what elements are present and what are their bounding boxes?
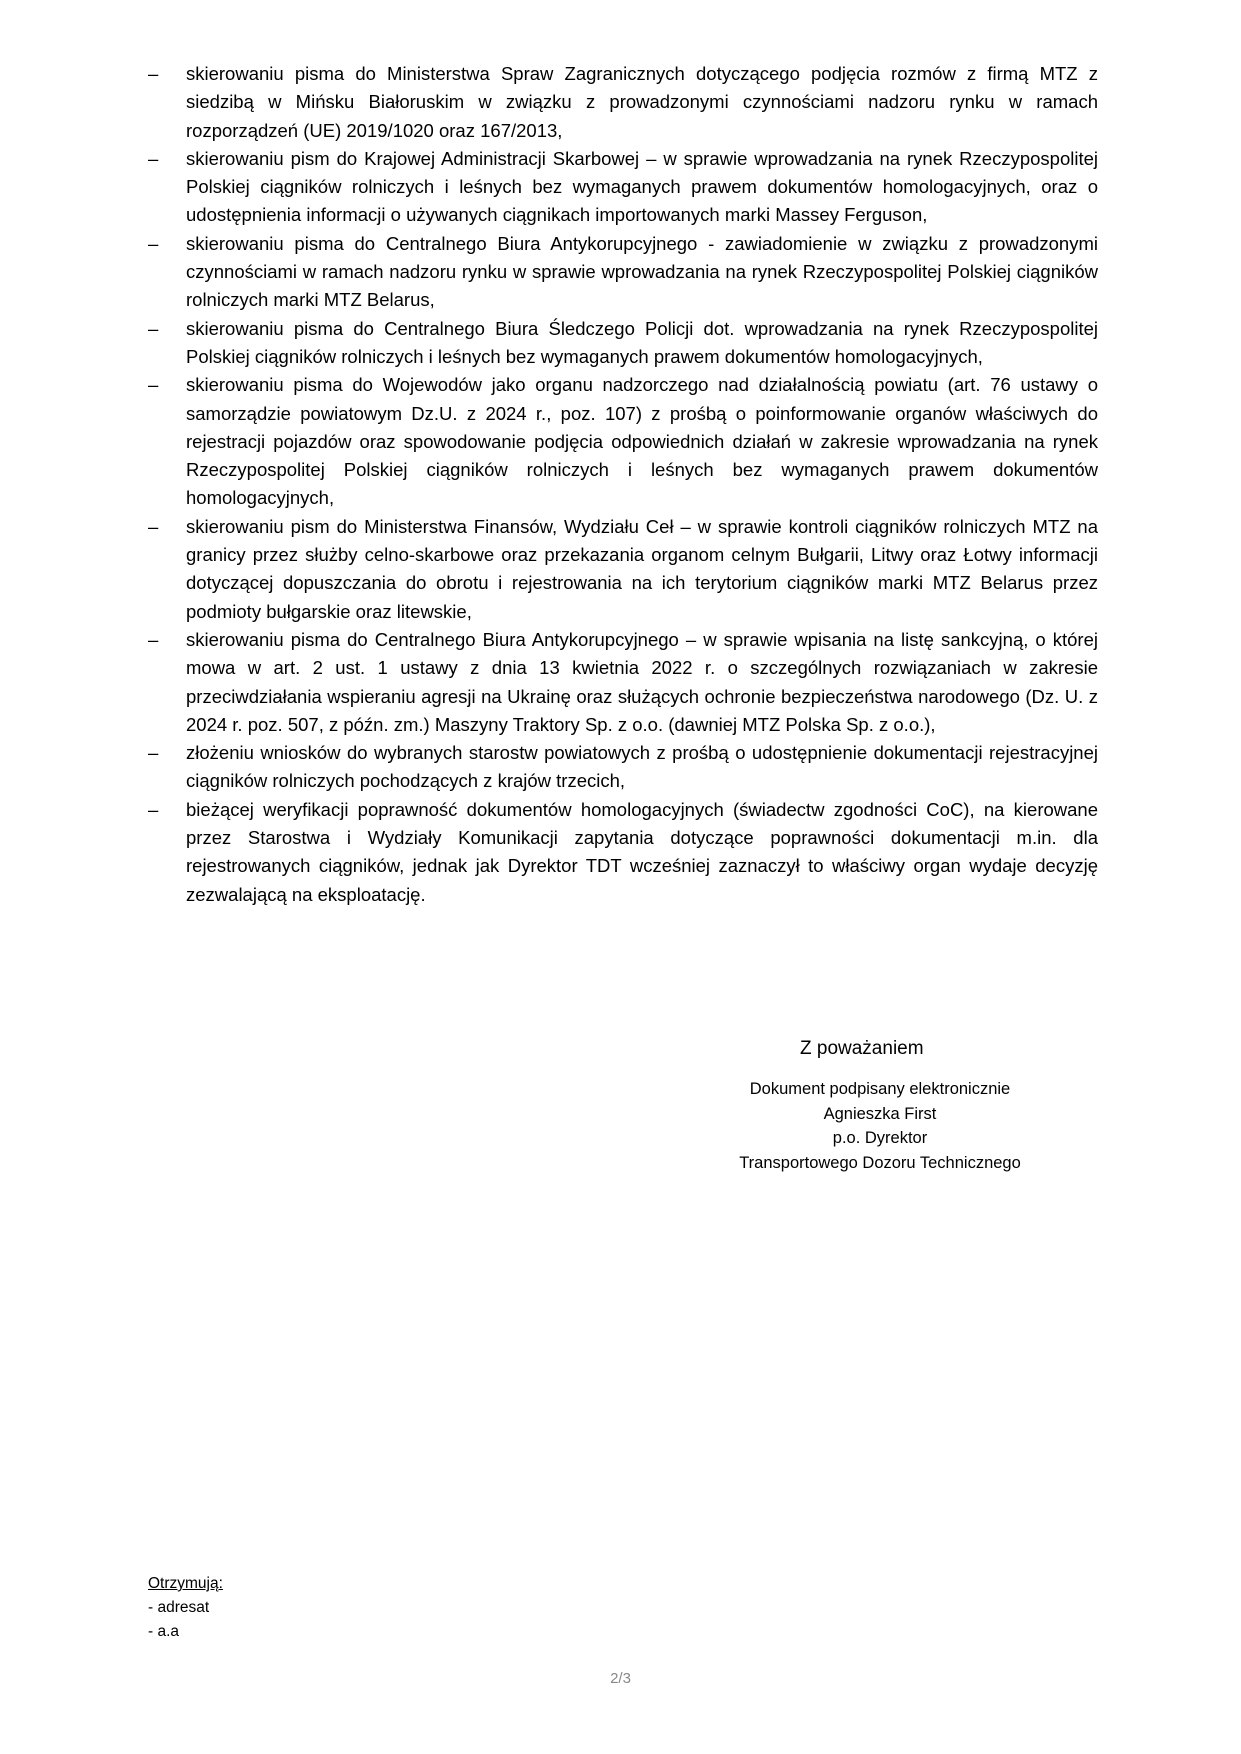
list-item-text: skierowaniu pisma do Centralnego Biura Śledczego Policji dot. wprowadzania na rynek Rzeczypospolitej Polskiej ciągników rolniczych i leśnych bez wymaganych prawem dokumentów homologacyjnych, [186,317,1098,367]
list-item-text: skierowaniu pisma do Ministerstwa Spraw Zagranicznych dotyczącego podjęcia rozmów z firmą MTZ z siedzibą w Mińsku Białoruskim w związku z prowadzonymi czynnościami nadzoru rynku w ramach rozporządzeń (UE) 2019/1020 oraz 167/2013, [186,63,1098,141]
list-item [148,315,1098,372]
signature-block [700,1077,1060,1175]
bullet-dash: – [148,147,159,169]
list-item-text: złożeniu wniosków do wybranych starostw powiatowych z prośbą o udostępnienie dokumentacji rejestracyjnej ciągników rolniczych pochodzących z krajów trzecich, [186,742,1098,792]
list-item-text: skierowaniu pism do Ministerstwa Finansów, Wydziału Ceł – w sprawie kontroli ciągników rolniczych MTZ na granicy przez służby celno-skarbowe oraz przekazania organom celnym Bułgarii, Litwy oraz Łotwy informacji dotyczącej dopuszczania do obrotu i rejestrowania na ich terytorium ciągników marki MTZ Belarus przez podmioty bułgarskie oraz litewskie, [186,515,1098,622]
list-item [148,371,1098,512]
list-item [148,513,1098,626]
list-item [148,796,1098,909]
bullet-dash: – [148,742,159,764]
recipients-heading: Otrzymują: [148,1575,223,1592]
bullet-dash: – [148,515,159,537]
list-item-text: skierowaniu pisma do Centralnego Biura Antykorupcyjnego – w sprawie wpisania na listę sankcyjną, o której mowa w art. 2 ust. 1 ustawy z dnia 13 kwietnia 2022 r. o szczególnych rozwiązaniach w zakresie przeciwdziałania wspieraniu agresji na Ukrainę oraz służących ochronie bezpieczeństwa narodowego (Dz. U. z 2024 r. poz. 507, z późn. zm.) Maszyny Traktory Sp. z o.o. (dawniej MTZ Polska Sp. z o.o.), [186,628,1098,735]
signature-line-e-signed: Dokument podpisany elektronicznie [749,1080,1011,1098]
list-item [148,145,1098,230]
list-item-text: skierowaniu pisma do Wojewodów jako organu nadzorczego nad działalnością powiatu (art. 76 ustawy o samorządzie powiatowym Dz.U. z 2024 r., poz. 107) z prośbą o poinformowanie organów właściwych do rejestracji pojazdów oraz spowodowanie podjęcia odpowiednich działań w zakresie wprowadzania na rynek Rzeczypospolitej Polskiej ciągników rolniczych i leśnych bez wymaganych prawem dokumentów homologacyjnych, [186,374,1098,509]
list-item [148,230,1098,315]
list-item [148,739,1098,796]
signature-line-name: Agnieszka First [823,1104,937,1123]
recipient-item: - adresat [148,1599,210,1616]
closing-greeting: Z poważaniem [800,1038,924,1059]
list-item-text: skierowaniu pism do Krajowej Administracji Skarbowej – w sprawie wprowadzania na rynek Rzeczypospolitej Polskiej ciągników rolniczych i leśnych bez wymaganych prawem dokumentów homologacyjnych, oraz o udostępnienia informacji o używanych ciągnikach importowanych marki Massey Ferguson, [186,147,1098,226]
bullet-dash: – [148,317,159,339]
bullet-dash: – [148,232,159,254]
recipient-item: - a.a [148,1623,180,1640]
signature-line-position: p.o. Dyrektor [832,1129,928,1147]
list-item-text: skierowaniu pisma do Centralnego Biura Antykorupcyjnego - zawiadomienie w związku z prowadzonymi czynnościami w ramach nadzoru rynku w sprawie wprowadzania na rynek Rzeczypospolitej Polskiej ciągników rolniczych marki MTZ Belarus, [186,232,1098,311]
list-item [148,60,1098,145]
actions-list [148,60,1098,909]
signature-line-institution: Transportowego Dozoru Technicznego [739,1153,1021,1172]
recipients-block [148,1572,223,1644]
list-item [148,626,1098,739]
bullet-dash: – [148,628,159,650]
bullet-dash: – [148,63,159,84]
bullet-dash: – [148,798,159,820]
bullet-dash: – [148,374,159,396]
page-number: 2/3 [610,1670,631,1687]
list-item-text: bieżącej weryfikacji poprawność dokumentów homologacyjnych (świadectw zgodności CoC), na kierowane przez Starostwa i Wydziały Komunikacji zapytania dotyczące poprawności dokumentacji m.in. dla rejestrowanych ciągników, jednak jak Dyrektor TDT wcześniej zaznaczył to właściwy organ wydaje decyzję zezwalającą na eksploatację. [186,798,1098,905]
